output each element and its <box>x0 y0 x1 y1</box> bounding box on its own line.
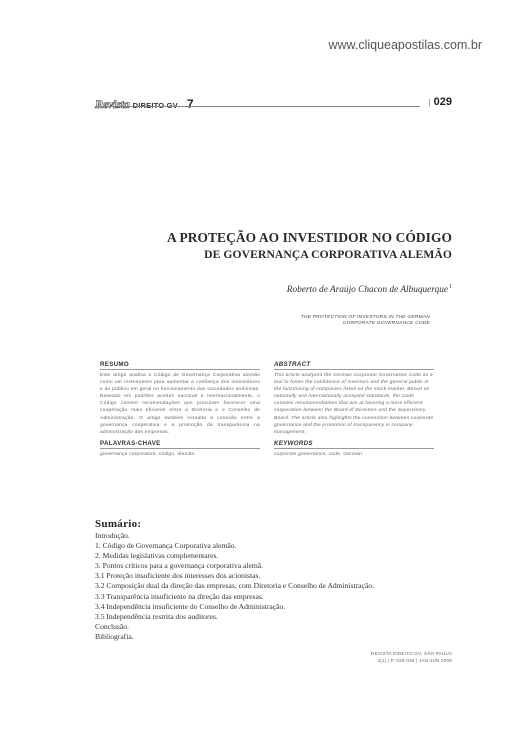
english-title-line-1: THE PROTECTION OF INVESTORS IN THE GERMAN <box>300 315 430 320</box>
citation-footer-line-1: REVISTA DIREITO GV, SÃO PAULO <box>371 651 452 656</box>
journal-header <box>95 97 194 112</box>
summary-item: Introdução. <box>95 531 130 540</box>
journal-name: DIREITO GV <box>132 101 178 110</box>
summary-item: 3.1 Proteção insuficiente dos interesses dos acionistas. <box>95 571 261 581</box>
summary-block <box>95 518 455 642</box>
page-number-divider: | <box>428 98 431 107</box>
summary-item: 2. Medidas legislativas complementares. <box>95 551 219 561</box>
author <box>287 284 452 295</box>
summary-item: Bibliografia. <box>95 631 134 641</box>
article-title-line-1: A PROTEÇÃO AO INVESTIDOR NO CÓDIGO <box>166 230 452 245</box>
summary-item: 3.2 Composição dual da direção das empresas, com Diretoria e Conselho de Administração. <box>95 581 374 591</box>
citation-footer-line-2: 4(1) | P. 029-048 | JAN-JUN 2008 <box>377 657 452 663</box>
summary-item: 3.5 Independência restrita dos auditores. <box>95 611 218 621</box>
page-number <box>429 96 452 108</box>
summary-title: Sumário: <box>95 518 142 530</box>
article-title-line-2: DE GOVERNANÇA CORPORATIVA ALEMÃO <box>204 248 452 261</box>
summary-item: 3.3 Transparência insuficiente na direção das empresas. <box>95 591 264 601</box>
issue-number: 7 <box>186 97 194 111</box>
journal-logo-script: Revista <box>95 97 130 111</box>
english-title-line-2: CORPORATE GOVERNANCE CODE <box>342 321 430 327</box>
resumo-heading: RESUMO <box>100 361 260 370</box>
summary-item: 3.4 Independência insuficiente do Conselho de Administração. <box>95 601 286 611</box>
abstract-heading: ABSTRACT <box>274 361 434 370</box>
author-name: Roberto de Araújo Chacon de Albuquerque <box>286 285 448 296</box>
resumo-body: Este artigo analisa o Código de Governança Corporativa alemão como um instrumento para aumentar a confiança dos investidores e do público em geral no funcionamento das sociedades anônimas. Baseado em padrões aceitos nacional e internacionalmente, o Código contém recomendações que procuram favorecer uma cooperação mais eficiente entre a Diretoria e o Conselho de Administração. O artigo também ressalta a conexão entre a governança cooperativa e a promoção da transparência na administração das empresas. <box>100 373 260 435</box>
citation-footer <box>371 651 452 665</box>
page-number-value: 029 <box>433 96 452 108</box>
author-footnote-marker: 1 <box>449 284 452 290</box>
watermark-url: www.cliqueapostilas.com.br <box>328 38 482 52</box>
keywords-heading: KEYWORDS <box>274 440 434 449</box>
abstract-column <box>274 361 434 458</box>
header-rule <box>95 106 420 107</box>
palavras-chave-heading: PALAVRAS-CHAVE <box>100 440 260 449</box>
resumo-column <box>100 361 260 458</box>
abstract-body: This article analyzes the German Corporate Governance Code as a tool to foster the confidence of investors and the general public in the functioning of companies listed on the stock market. Based on nationally and internationally accepted standards, the Code contains recommendations that aim at favoring a more efficient cooperation between the Board of Directors and the Supervisory Board. The article also highlights the connection between corporate governance and the promotion of transparency in company management. <box>274 373 434 435</box>
summary-item: Conclusão. <box>95 621 129 631</box>
summary-item: 3. Pontos críticos para a governança corporativa alemã. <box>95 561 264 571</box>
keywords-text: corporate governance, code, German. <box>274 451 364 457</box>
english-title <box>260 315 430 328</box>
palavras-chave-text: governança corporativa, código, alemão. <box>100 451 197 457</box>
summary-item: 1. Código de Governança Corporativa alemão. <box>95 541 237 551</box>
